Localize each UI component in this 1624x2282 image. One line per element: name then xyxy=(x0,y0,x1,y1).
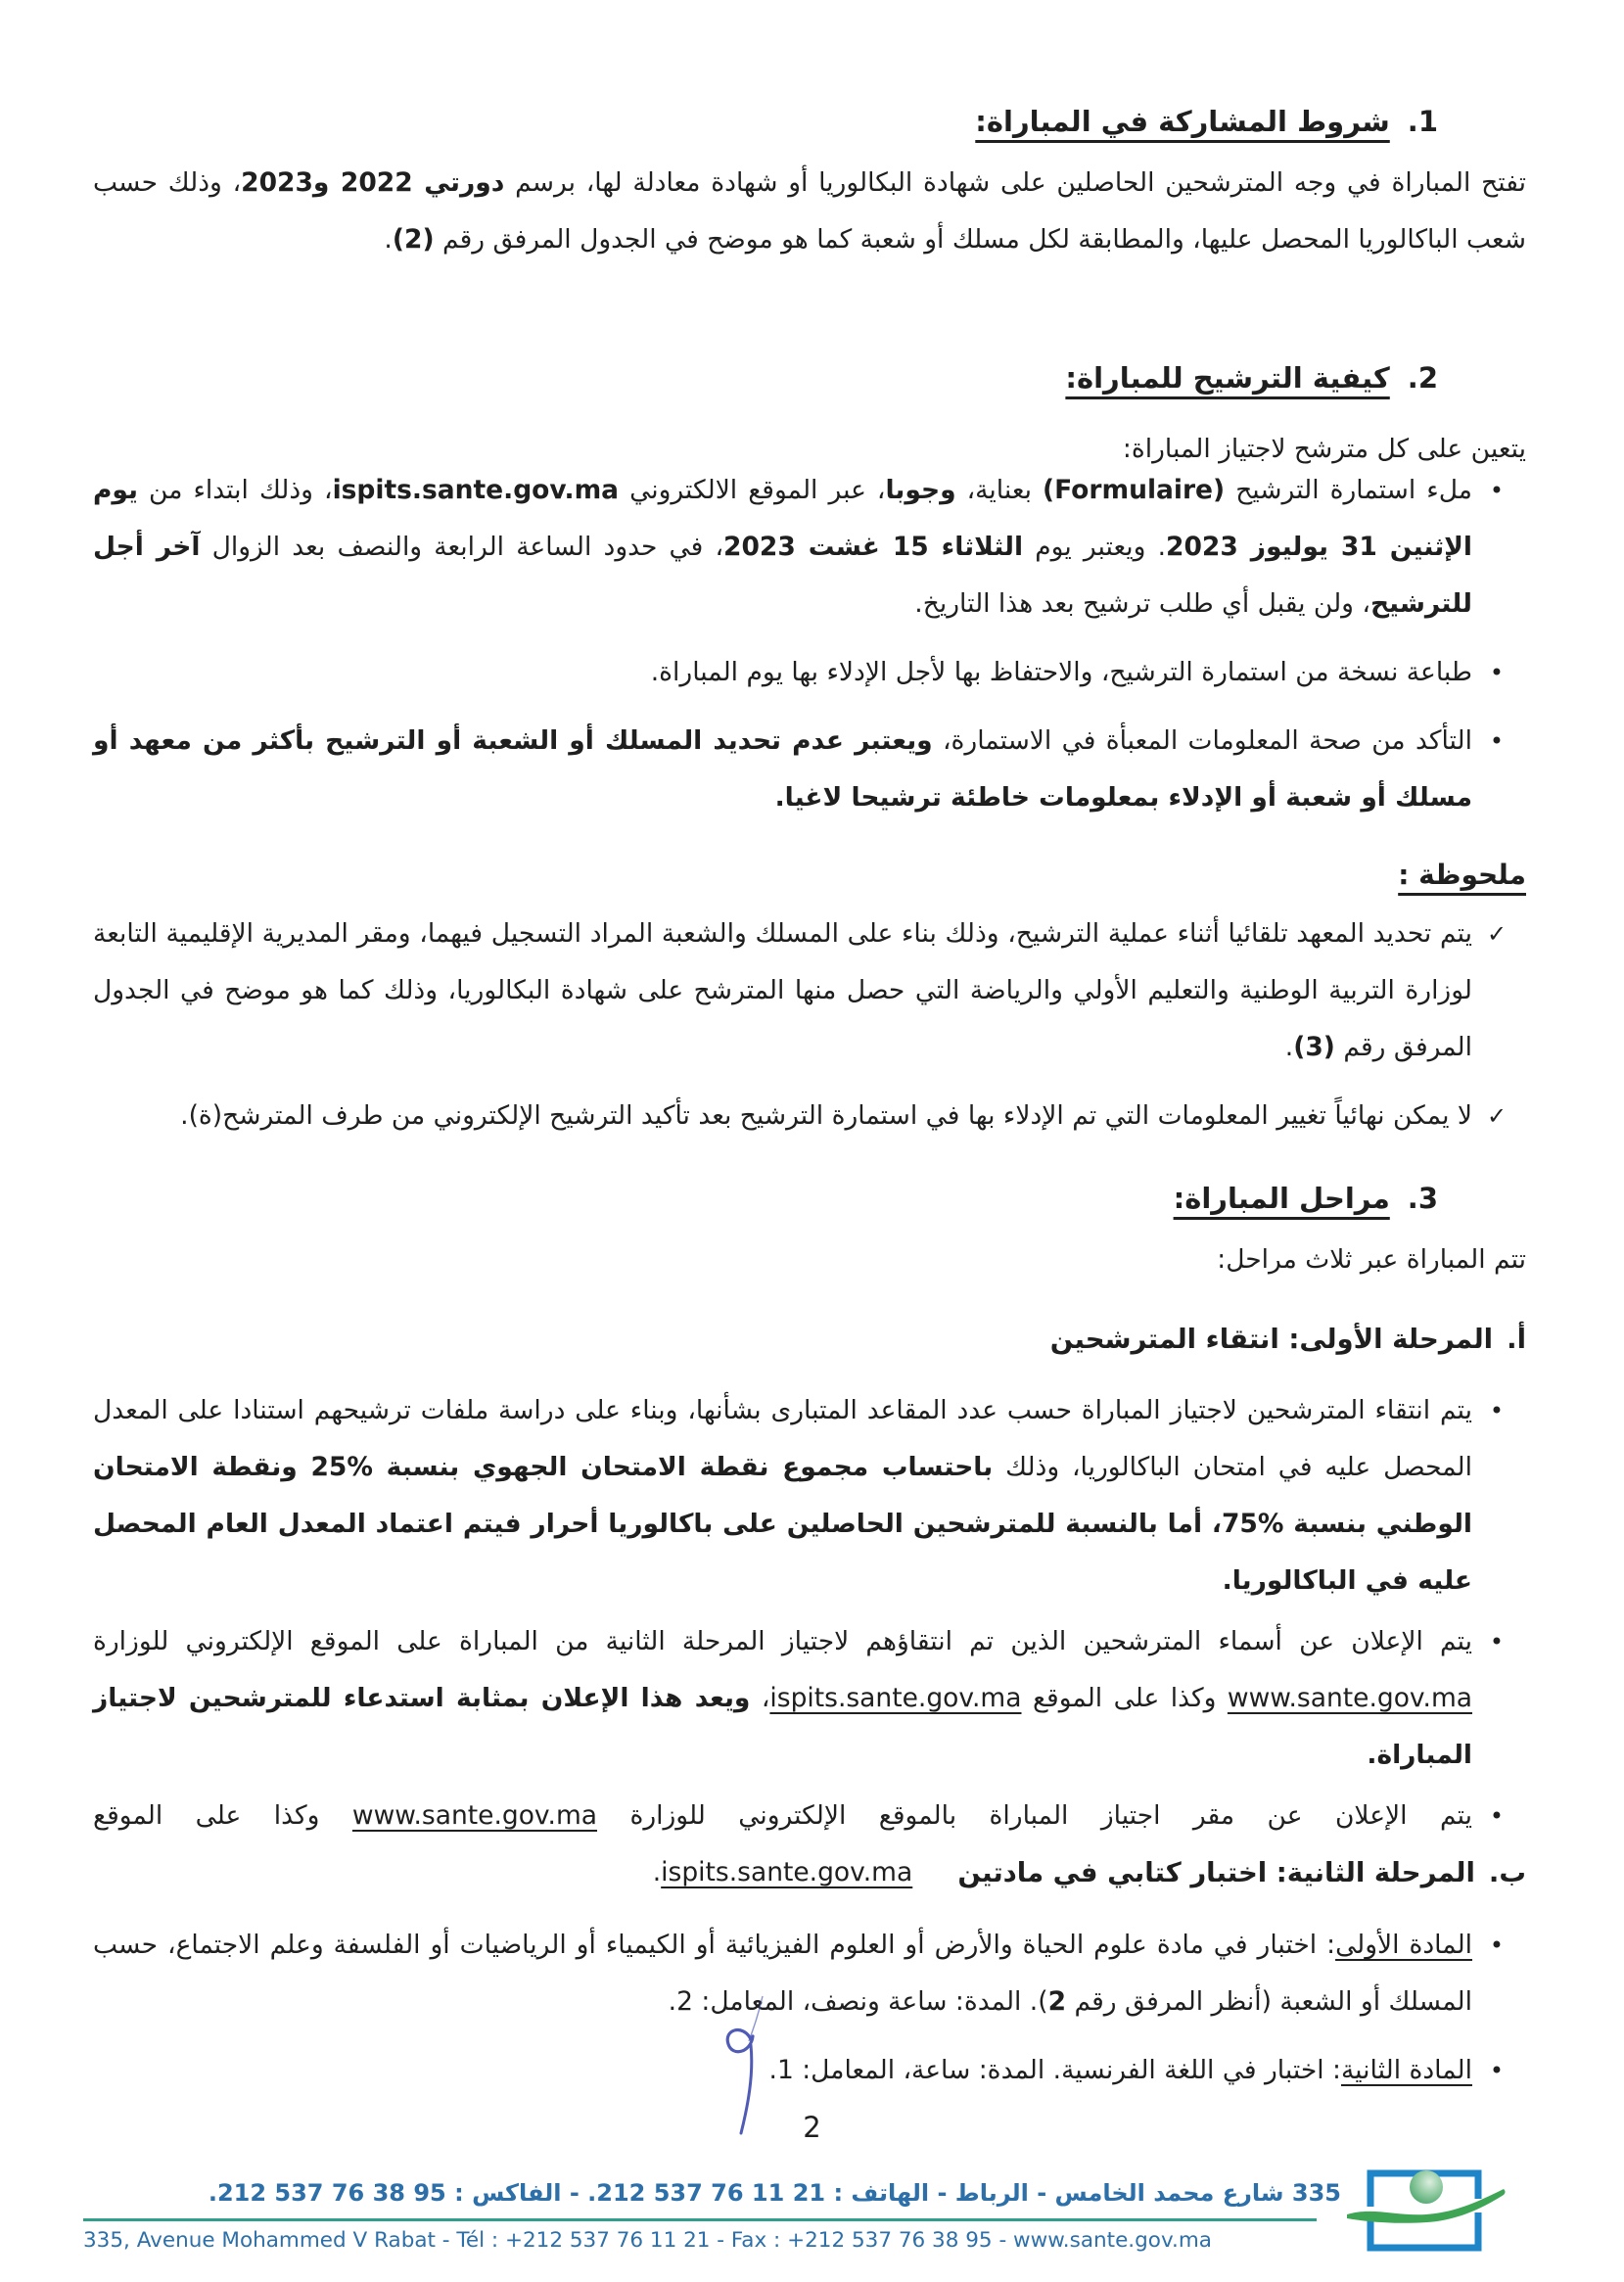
text-segment: يتم الإعلان عن مقر اجتياز المباراة بالموقع الإلكتروني للوزارة xyxy=(597,1800,1472,1831)
footer-fax-number: .212 537 76 38 95 xyxy=(208,2179,446,2207)
section-1-title: شروط المشاركة في المباراة: xyxy=(975,105,1390,138)
section-3-number: 3. xyxy=(1407,1182,1438,1215)
bullet-item xyxy=(93,713,1521,826)
footer-phone-number: .212 537 76 11 21 xyxy=(587,2179,826,2207)
note-heading: ملحوظة : xyxy=(1398,859,1526,891)
text-segment-bold: (3) xyxy=(1293,1032,1335,1062)
participation-paragraph xyxy=(93,155,1526,268)
bullet-item xyxy=(93,1917,1521,2030)
text-segment: ، وذلك حسب شعب الباكالوريا المحصل عليها، والمطابقة لكل مسلك أو شعبة كما هو موضح في الجدول المرفق رقم xyxy=(93,167,1526,255)
stage-a-bullets xyxy=(93,1382,1521,1913)
bullet-text xyxy=(93,713,1472,826)
section-2-intro: يتعين على كل مترشح لاجتياز المباراة: xyxy=(1122,434,1526,464)
text-segment: ، ولن يقبل أي طلب ترشيح بعد هذا التاريخ. xyxy=(914,588,1370,619)
section-3-title: مراحل المباراة: xyxy=(1173,1182,1390,1215)
text-segment: ، في حدود الساعة الرابعة والنصف بعد الزوال xyxy=(200,532,724,562)
section-2-heading xyxy=(1065,354,1438,401)
footer-fax-label: - الفاكس : xyxy=(445,2179,588,2207)
text-segment: : اختبار في اللغة الفرنسية. المدة: ساعة، المعامل: 1. xyxy=(768,2055,1341,2085)
text-segment-bold: (Formulaire) xyxy=(1043,475,1226,505)
note-text: لا يمكن نهائياً تغيير المعلومات التي تم الإدلاء بها في استمارة الترشيح بعد تأكيد الترشيح الإلكتروني من طرف المترشح(ة). xyxy=(180,1100,1472,1131)
text-segment-bold: باحتساب مجموع نقطة الامتحان الجهوي بنسبة %25 ونقطة الامتحان الوطني بنسبة %75، أما بالنسبة للمترشحين الحاصلين على باكالوريا أحرار فيتم اعتماد المعدل العام المحصل عليه في الباكالوريا. xyxy=(93,1452,1472,1596)
bullet-icon: • xyxy=(1489,477,1505,504)
text-segment: وكذا على الموقع xyxy=(93,1800,352,1831)
stage-b-bullets xyxy=(93,1917,1521,2111)
website-url: ispits.sante.gov.ma xyxy=(661,1857,913,1887)
subject-label: المادة الأولى xyxy=(1335,1930,1473,1960)
stage-b-title: المرحلة الثانية: اختبار كتابي في مادتين xyxy=(957,1857,1475,1888)
bullet-item xyxy=(93,462,1521,632)
text-segment: يتم الإعلان عن أسماء المترشحين الذين تم انتقاؤهم لاجتياز المرحلة الثانية من المباراة على الموقع الإلكتروني للوزارة xyxy=(93,1626,1472,1656)
footer-divider xyxy=(83,2218,1317,2221)
note-items xyxy=(93,906,1521,1156)
bullet-text xyxy=(93,462,1472,632)
section-2-title: كيفية الترشيح للمباراة: xyxy=(1065,361,1390,395)
text-segment-bold: آخر أجل للترشيح xyxy=(93,532,1472,619)
bullet-icon: • xyxy=(1489,1932,1505,1959)
checkmark-icon: ✓ xyxy=(1486,920,1508,948)
subject-label: المادة الثانية xyxy=(1340,2055,1472,2085)
text-segment: ، xyxy=(750,1683,770,1713)
website-url: www.sante.gov.ma xyxy=(1227,1683,1473,1713)
stage-b-letter: ب. xyxy=(1488,1857,1526,1888)
text-segment-bold: 2 xyxy=(1047,1986,1067,2017)
checkmark-icon: ✓ xyxy=(1486,1102,1508,1130)
section-3-heading xyxy=(1174,1175,1438,1222)
bullet-icon: • xyxy=(1489,1397,1505,1424)
text-segment: التأكد من صحة المعلومات المعبأة في الاستمارة، xyxy=(932,725,1472,756)
text-segment: يتم تحديد المعهد تلقائيا أثناء عملية الترشيح، وذلك بناء على المسلك والشعبة المراد التسجيل فيهما، ومقر المديرية الإقليمية التابعة لوزارة التربية الوطنية والتعليم الأولي والرياضة التي حصل منها المترشح على شهادة البكالوريا، وذلك كما هو موضح في الجدول المرفق رقم xyxy=(93,918,1472,1062)
text-segment-bold: وجوبا xyxy=(885,475,956,505)
bullet-line xyxy=(93,1788,1472,1844)
bullet-icon: • xyxy=(1489,727,1505,755)
stage-a-title: المرحلة الأولى: انتقاء المترشحين xyxy=(1049,1324,1494,1355)
bullet-icon: • xyxy=(1489,659,1505,686)
page-number: 2 xyxy=(803,2111,821,2144)
bullet-item xyxy=(93,644,1521,701)
text-segment: بعناية، xyxy=(955,475,1044,505)
note-item xyxy=(93,906,1521,1076)
footer-arabic xyxy=(83,2175,1341,2211)
pen-mark-hairline xyxy=(749,1996,763,2041)
text-segment-bold: (2) xyxy=(392,224,435,255)
section-1-heading xyxy=(975,98,1438,145)
text-segment: تفتح المباراة في وجه المترشحين الحاصلين على شهادة البكالوريا أو شهادة معادلة لها، برسم xyxy=(504,167,1526,198)
note-text xyxy=(93,906,1472,1076)
text-segment: . xyxy=(652,1857,662,1887)
bullet-text xyxy=(93,1382,1472,1609)
bullet-text xyxy=(93,1613,1472,1784)
website-url: ispits.sante.gov.ma xyxy=(332,475,620,505)
bullet-icon: • xyxy=(1489,2057,1505,2084)
text-segment: ). المدة: ساعة ونصف، المعامل: 2. xyxy=(668,1986,1048,2017)
text-segment: ، وذلك ابتداء من xyxy=(138,475,333,505)
text-segment-bold: ويعد هذا الإعلان بمثابة استدعاء للمترشحين لاجتياز المباراة. xyxy=(93,1683,1472,1770)
footer-latin: 335, Avenue Mohammed V Rabat - Tél : +212 537 76 11 21 - Fax : +212 537 76 38 95 - www.sante.gov.ma xyxy=(83,2228,1212,2253)
text-segment-bold: دورتي 2022 و2023 xyxy=(241,167,505,198)
section-2-bullets xyxy=(93,462,1521,838)
stage-b-heading xyxy=(957,1850,1526,1895)
website-url: ispits.sante.gov.ma xyxy=(769,1683,1022,1713)
footer-address-arabic: 335 شارع محمد الخامس - الرباط - الهاتف : xyxy=(825,2179,1341,2207)
text-segment: . xyxy=(1284,1032,1294,1062)
text-segment-bold: الثلاثاء 15 غشت 2023 xyxy=(723,532,1024,562)
text-segment-bold: يوم الإثنين 31 يوليوز 2023 xyxy=(93,475,1472,562)
note-item xyxy=(93,1088,1521,1144)
text-segment: ، عبر الموقع الالكتروني xyxy=(619,475,886,505)
bullet-item xyxy=(93,1382,1521,1609)
section-2-number: 2. xyxy=(1407,361,1438,395)
text-segment: ملء استمارة الترشيح xyxy=(1225,475,1472,505)
text-segment: . ويعتبر يوم xyxy=(1023,532,1167,562)
bullet-item xyxy=(93,2042,1521,2099)
bullet-icon: • xyxy=(1489,1628,1505,1655)
text-segment: . xyxy=(384,224,393,255)
website-url: www.sante.gov.ma xyxy=(351,1800,598,1831)
bullet-text: طباعة نسخة من استمارة الترشيح، والاحتفاظ بها لأجل الإدلاء بها يوم المباراة. xyxy=(650,657,1472,687)
bullet-item xyxy=(93,1613,1521,1784)
logo-globe-icon xyxy=(1410,2170,1443,2204)
text-segment-bold: ويعتبر عدم تحديد المسلك أو الشعبة أو الترشيح بأكثر من معهد أو مسلك أو شعبة أو الإدلاء بمعلومات خاطئة ترشيحا لاغيا. xyxy=(93,725,1472,813)
text-segment: : اختبار في مادة علوم الحياة والأرض أو العلوم الفيزيائية أو الكيمياء أو الرياضيات أو الفلسفة وعلم الاجتماع، حسب المسلك أو الشعبة (أنظر المرفق رقم xyxy=(93,1930,1472,2017)
text-segment: وكذا على الموقع xyxy=(1021,1683,1228,1713)
text-segment: يتم انتقاء المترشحين لاجتياز المباراة حسب عدد المقاعد المتبارى بشأنها، وبناء على دراسة ملفات ترشيحهم استنادا على المعدل المحصل عليه في امتحان الباكالوريا، وذلك xyxy=(93,1395,1472,1482)
section-3-intro: تتم المباراة عبر ثلاث مراحل: xyxy=(1217,1244,1526,1275)
stage-a-letter: أ. xyxy=(1507,1324,1526,1355)
ministry-logo xyxy=(1343,2162,1508,2259)
stage-a-heading xyxy=(1050,1317,1526,1362)
section-1-number: 1. xyxy=(1407,105,1438,138)
bullet-icon: • xyxy=(1489,1802,1505,1830)
